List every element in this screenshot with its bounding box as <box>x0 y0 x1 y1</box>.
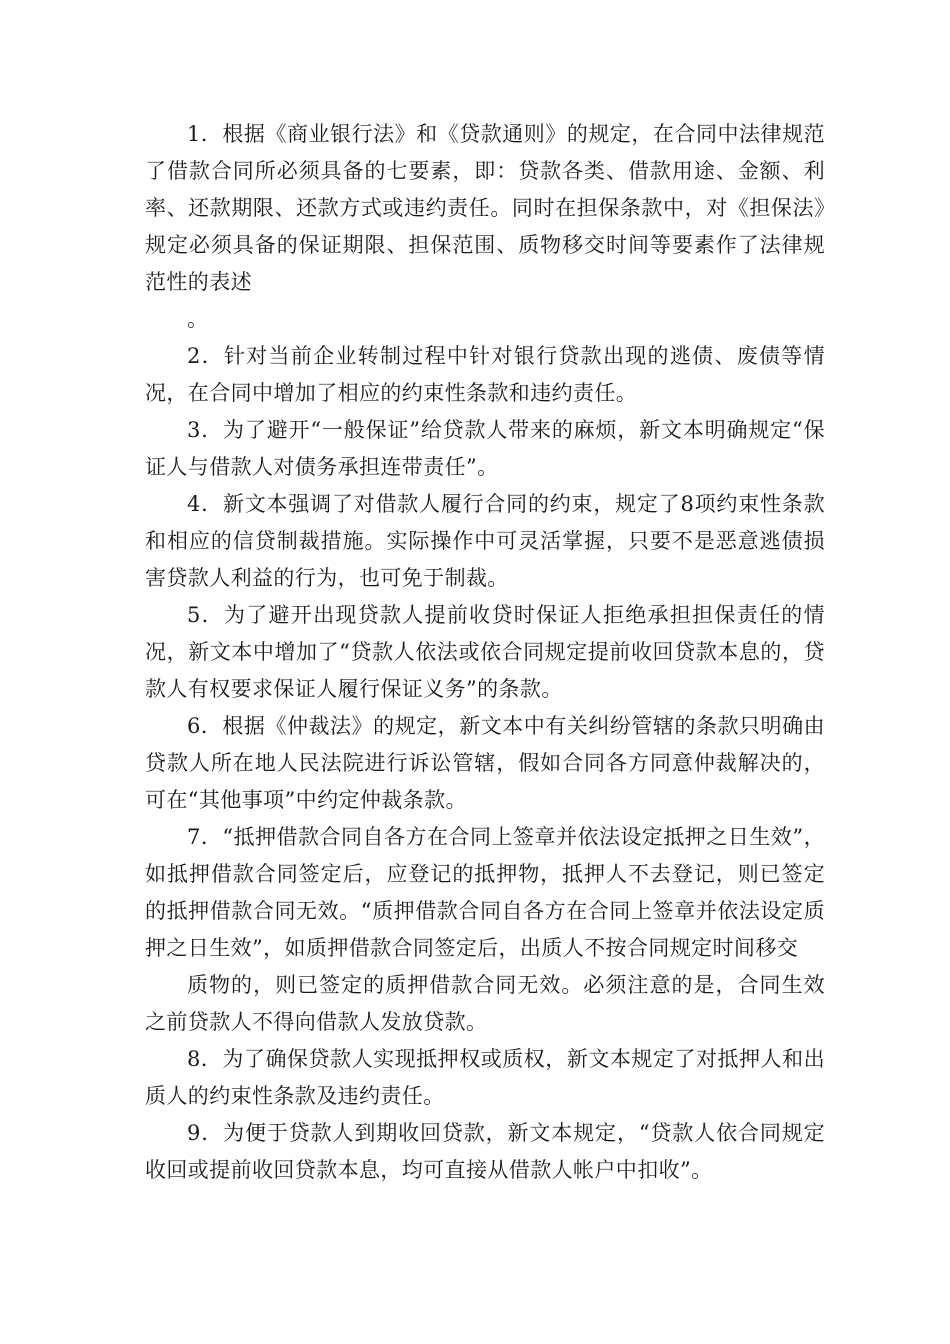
paragraph-7: 7．“抵押借款合同自各方在合同上签章并依法设定抵押之日生效”，如抵押借款合同签定后，应登记的抵押物，抵押人不去登记，则已签定的抵押借款合同无效。“质押借款合同自各方在合同上签章并依法设定质押之日生效”，如质押借款合同签定后，出质人不按合同规定时间移交 <box>145 825 825 960</box>
paragraph-9: 9．为便于贷款人到期收回贷款，新文本规定，“贷款人依合同规定收回或提前收回贷款本息，均可直接从借款人帐户中扣收”。 <box>145 1121 825 1182</box>
paragraph-2: 2．针对当前企业转制过程中针对银行贷款出现的逃债、废债等情况，在合同中增加了相应的约束性条款和违约责任。 <box>145 344 825 405</box>
paragraph-stray-period: 。 <box>187 307 209 331</box>
paragraph-7-continued: 质物的，则已签定的质押借款合同无效。必须注意的是，合同生效之前贷款人不得向借款人发放贷款。 <box>145 973 825 1034</box>
paragraph-5: 5．为了避开出现贷款人提前收贷时保证人拒绝承担担保责任的情况，新文本中增加了“贷款人依法或依合同规定提前收回贷款本息的，贷款人有权要求保证人履行保证义务”的条款。 <box>145 603 825 701</box>
paragraph-6: 6．根据《仲裁法》的规定，新文本中有关纠纷管辖的条款只明确由贷款人所在地人民法院进行诉讼管辖，假如合同各方同意仲裁解决的，可在“其他事项”中约定仲裁条款。 <box>145 714 825 812</box>
paragraph-3: 3．为了避开“一般保证”给贷款人带来的麻烦，新文本明确规定“保证人与借款人对债务承担连带责任”。 <box>145 418 825 479</box>
document-body <box>145 116 825 1189</box>
paragraph-8: 8．为了确保贷款人实现抵押权或质权，新文本规定了对抵押人和出质人的约束性条款及违约责任。 <box>145 1047 825 1108</box>
paragraph-1: 1．根据《商业银行法》和《贷款通则》的规定，在合同中法律规范了借款合同所必须具备的七要素，即：贷款各类、借款用途、金额、利率、还款期限、还款方式或违约责任。同时在担保条款中，对《担保法》规定必须具备的保证期限、担保范围、质物移交时间等要素作了法律规范性的表述 <box>145 122 825 294</box>
paragraph-4: 4．新文本强调了对借款人履行合同的约束，规定了8项约束性条款和相应的信贷制裁措施。实际操作中可灵活掌握，只要不是恶意逃债损害贷款人利益的行为，也可免于制裁。 <box>145 492 825 590</box>
